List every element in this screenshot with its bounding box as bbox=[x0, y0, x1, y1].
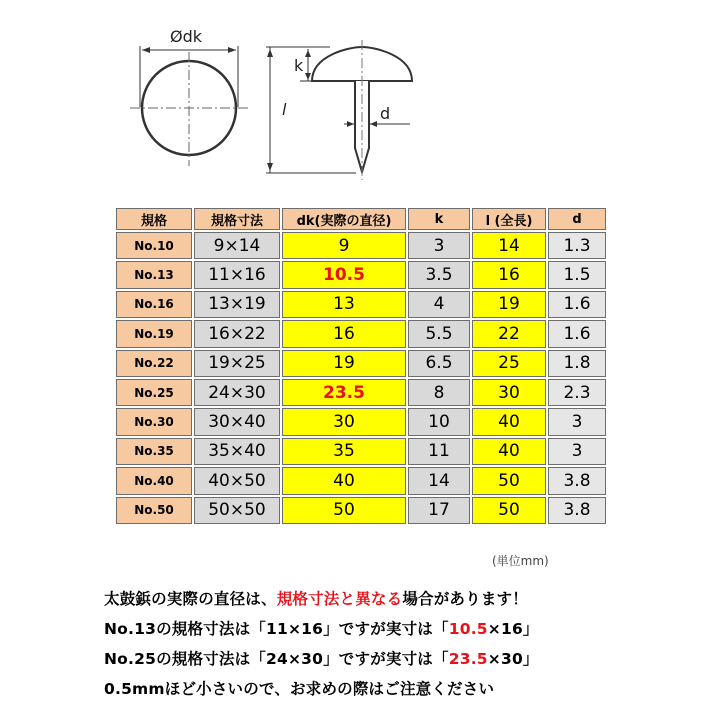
table-body bbox=[116, 232, 606, 524]
note-line-1 bbox=[104, 584, 704, 614]
note-1-text-a: 太鼓鋲の実際の直径は、 bbox=[104, 590, 277, 608]
k-cell: 8 bbox=[408, 379, 470, 406]
l-cell: 14 bbox=[472, 232, 546, 259]
table-row bbox=[116, 320, 606, 347]
top-view bbox=[130, 46, 248, 166]
note-line-3 bbox=[104, 644, 704, 674]
table-row bbox=[116, 291, 606, 318]
k-cell: 6.5 bbox=[408, 350, 470, 377]
note-1-text-c: 場合があります！ bbox=[402, 590, 528, 608]
l-cell: 50 bbox=[472, 497, 546, 524]
spec-name-cell: No.10 bbox=[116, 232, 192, 259]
k-cell: 3 bbox=[408, 232, 470, 259]
note-line-2 bbox=[104, 614, 704, 644]
spec-size-cell: 40×50 bbox=[194, 467, 280, 494]
table-row bbox=[116, 467, 606, 494]
table-row bbox=[116, 438, 606, 465]
table-row bbox=[116, 497, 606, 524]
k-cell: 3.5 bbox=[408, 261, 470, 288]
spec-table bbox=[114, 206, 608, 526]
table-row bbox=[116, 408, 606, 435]
note-2-highlight: 10.5 bbox=[448, 620, 488, 638]
note-1-highlight: 規格寸法と異なる bbox=[276, 590, 403, 608]
note-line-4: 0.5mmほど小さいので、お求めの際はご注意ください bbox=[104, 680, 495, 698]
k-cell: 11 bbox=[408, 438, 470, 465]
d-cell: 1.6 bbox=[548, 320, 606, 347]
spec-name-cell: No.22 bbox=[116, 350, 192, 377]
d-cell: 3 bbox=[548, 438, 606, 465]
k-cell: 4 bbox=[408, 291, 470, 318]
tack-diagram-svg bbox=[0, 0, 720, 200]
d-cell: 2.3 bbox=[548, 379, 606, 406]
header-k: k bbox=[408, 208, 470, 230]
note-3-text-c: ×30」 bbox=[487, 650, 539, 668]
header-spec-size: 規格寸法 bbox=[194, 208, 280, 230]
table-row bbox=[116, 350, 606, 377]
header-spec: 規格 bbox=[116, 208, 192, 230]
spec-size-cell: 9×14 bbox=[194, 232, 280, 259]
spec-size-cell: 11×16 bbox=[194, 261, 280, 288]
l-cell: 50 bbox=[472, 467, 546, 494]
note-2-text-a: No.13の規格寸法は「11×16」ですが実寸は「 bbox=[104, 620, 449, 638]
l-cell: 40 bbox=[472, 438, 546, 465]
spec-name-cell: No.25 bbox=[116, 379, 192, 406]
d-cell: 1.8 bbox=[548, 350, 606, 377]
d-cell: 3.8 bbox=[548, 467, 606, 494]
d-cell: 1.3 bbox=[548, 232, 606, 259]
dk-cell: 40 bbox=[282, 467, 406, 494]
d-label: d bbox=[380, 104, 391, 123]
l-cell: 16 bbox=[472, 261, 546, 288]
l-cell: 25 bbox=[472, 350, 546, 377]
dk-cell: 30 bbox=[282, 408, 406, 435]
l-label: l bbox=[282, 100, 287, 119]
table-row bbox=[116, 232, 606, 259]
d-cell: 1.5 bbox=[548, 261, 606, 288]
spec-size-cell: 30×40 bbox=[194, 408, 280, 435]
note-3-highlight: 23.5 bbox=[448, 650, 488, 668]
table-row bbox=[116, 379, 606, 406]
spec-name-cell: No.50 bbox=[116, 497, 192, 524]
table-row bbox=[116, 261, 606, 288]
spec-name-cell: No.35 bbox=[116, 438, 192, 465]
d-cell: 1.6 bbox=[548, 291, 606, 318]
unit-note: (単位mm) bbox=[492, 554, 549, 568]
spec-size-cell: 13×19 bbox=[194, 291, 280, 318]
dk-cell: 9 bbox=[282, 232, 406, 259]
k-cell: 10 bbox=[408, 408, 470, 435]
spec-size-cell: 35×40 bbox=[194, 438, 280, 465]
spec-size-cell: 16×22 bbox=[194, 320, 280, 347]
header-l: l (全長) bbox=[472, 208, 546, 230]
spec-size-cell: 50×50 bbox=[194, 497, 280, 524]
tack-drawing bbox=[0, 0, 720, 200]
table-header-row bbox=[116, 208, 606, 230]
notes bbox=[104, 584, 704, 704]
dk-cell: 16 bbox=[282, 320, 406, 347]
l-cell: 22 bbox=[472, 320, 546, 347]
spec-size-cell: 24×30 bbox=[194, 379, 280, 406]
header-d: d bbox=[548, 208, 606, 230]
dk-cell: 13 bbox=[282, 291, 406, 318]
k-cell: 5.5 bbox=[408, 320, 470, 347]
l-cell: 30 bbox=[472, 379, 546, 406]
spec-name-cell: No.13 bbox=[116, 261, 192, 288]
note-3-text-a: No.25の規格寸法は「24×30」ですが実寸は「 bbox=[104, 650, 449, 668]
k-cell: 14 bbox=[408, 467, 470, 494]
dk-cell: 23.5 bbox=[282, 379, 406, 406]
l-cell: 40 bbox=[472, 408, 546, 435]
spec-name-cell: No.40 bbox=[116, 467, 192, 494]
dk-cell: 19 bbox=[282, 350, 406, 377]
l-cell: 19 bbox=[472, 291, 546, 318]
dk-cell: 10.5 bbox=[282, 261, 406, 288]
d-cell: 3 bbox=[548, 408, 606, 435]
spec-name-cell: No.16 bbox=[116, 291, 192, 318]
spec-size-cell: 19×25 bbox=[194, 350, 280, 377]
dk-cell: 35 bbox=[282, 438, 406, 465]
dk-cell: 50 bbox=[282, 497, 406, 524]
d-cell: 3.8 bbox=[548, 497, 606, 524]
note-2-text-c: ×16」 bbox=[487, 620, 539, 638]
k-label: k bbox=[294, 56, 304, 75]
dk-label: Ødk bbox=[170, 27, 203, 46]
spec-name-cell: No.30 bbox=[116, 408, 192, 435]
spec-name-cell: No.19 bbox=[116, 320, 192, 347]
header-dk: dk(実際の直径) bbox=[282, 208, 406, 230]
k-cell: 17 bbox=[408, 497, 470, 524]
